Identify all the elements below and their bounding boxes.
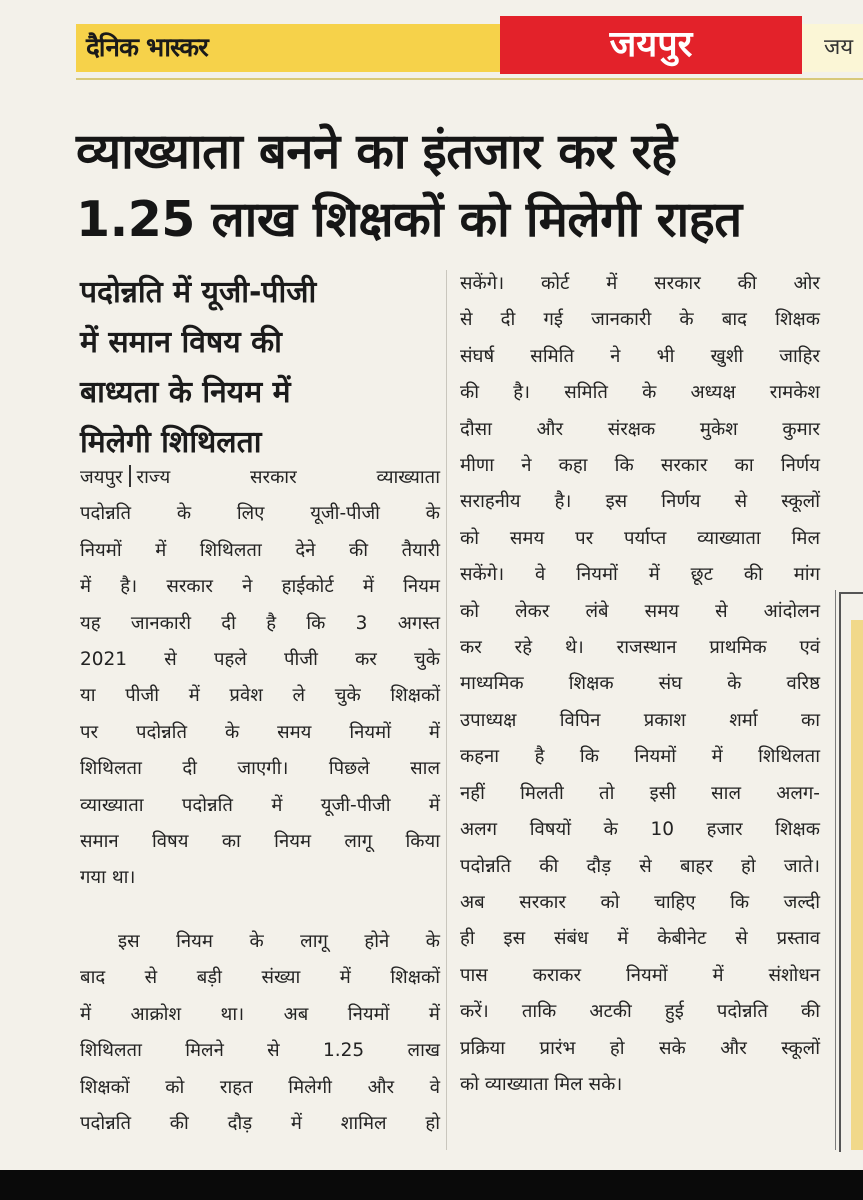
article-line: में आक्रोश था। अब नियमों में <box>80 1003 440 1025</box>
headline-line: 1.25 लाख शिक्षकों को मिलेगी राहत <box>76 191 742 248</box>
article-line: से दी गई जानकारी के बाद शिक्षक <box>460 309 820 331</box>
article-line-text: राज्य सरकार व्याख्याता <box>136 467 440 488</box>
article-line: को व्याख्याता मिल सके। <box>460 1073 623 1095</box>
column-right-rule <box>835 590 836 1150</box>
adjacent-article-highlight <box>851 620 863 1150</box>
article-line: यह जानकारी दी है कि 3 अगस्त <box>80 612 440 634</box>
article-line: शिक्षकों को राहत मिलेगी और वे <box>80 1076 440 1098</box>
subheading <box>80 268 435 468</box>
article-line: नियमों में शिथिलता देने की तैयारी <box>80 539 440 561</box>
article-line: प्रक्रिया प्रारंभ हो सके और स्कूलों <box>460 1037 820 1059</box>
headline <box>76 118 836 254</box>
article-line: की है। समिति के अध्यक्ष रामकेश <box>460 382 820 404</box>
article-line: कहना है कि नियमों में शिथिलता <box>460 746 820 768</box>
article-column-1-paragraph-2 <box>80 924 440 1142</box>
city-name: जयपुर <box>609 24 693 65</box>
article-line: या पीजी में प्रवेश ले चुके शिक्षकों <box>80 685 440 707</box>
article-line: नहीं मिलती तो इसी साल अलग- <box>460 782 820 804</box>
article-line: पर पदोन्नति के समय नियमों में <box>80 721 440 743</box>
screen-bottom-bar <box>0 1170 863 1200</box>
article-line: माध्यमिक शिक्षक संघ के वरिष्ठ <box>460 673 820 695</box>
article-line: अब सरकार को चाहिए कि जल्दी <box>460 891 820 913</box>
headline-line: व्याख्याता बनने का इंतजार कर रहे <box>76 123 677 180</box>
article-line: उपाध्यक्ष विपिन प्रकाश शर्मा का <box>460 709 820 731</box>
article-line: पदोन्नति की दौड़ से बाहर हो जाते। <box>460 855 820 877</box>
article-line: ही इस संबंध में केबीनेट से प्रस्ताव <box>460 928 820 950</box>
article-line: समान विषय का नियम लागू किया <box>80 831 440 853</box>
column-divider <box>446 270 447 1150</box>
article-line: पदोन्नति के लिए यूजी-पीजी के <box>80 503 440 525</box>
article-line: मीणा ने कहा कि सरकार का निर्णय <box>460 455 820 477</box>
article-column-1-paragraph-1 <box>80 460 440 897</box>
article-line: दौसा और संरक्षक मुकेश कुमार <box>460 418 820 440</box>
article-line: 2021 से पहले पीजी कर चुके <box>80 649 440 671</box>
article-line: शिथिलता दी जाएगी। पिछले साल <box>80 758 440 780</box>
article-line: सराहनीय है। इस निर्णय से स्कूलों <box>460 491 820 513</box>
subheading-line: मिलेगी शिथिलता <box>80 425 262 460</box>
article-line: व्याख्याता पदोन्नति में यूजी-पीजी में <box>80 794 440 816</box>
article-line <box>80 460 440 496</box>
article-line: में है। सरकार ने हाईकोर्ट में नियम <box>80 576 440 598</box>
subheading-line: में समान विषय की <box>80 325 282 360</box>
article-line: संघर्ष समिति ने भी खुशी जाहिर <box>460 345 820 367</box>
article-line: को समय पर पर्याप्त व्याख्याता मिल <box>460 527 820 549</box>
article-line: गया था। <box>80 867 136 889</box>
article-line: करें। ताकि अटकी हुई पदोन्नति की <box>460 1001 820 1023</box>
article-line: सकेंगे। वे नियमों में छूट की मांग <box>460 564 820 586</box>
dateline-separator <box>129 465 131 487</box>
article-line: बाद से बड़ी संख्या में शिक्षकों <box>80 967 440 989</box>
masthead-rule <box>76 78 863 80</box>
article-line: शिथिलता मिलने से 1.25 लाख <box>80 1040 440 1062</box>
article-line: पास कराकर नियमों में संशोधन <box>460 964 820 986</box>
article-line: पदोन्नति की दौड़ में शामिल हो <box>80 1113 440 1135</box>
edition-label-fragment: जय <box>824 35 854 60</box>
article-column-2 <box>460 266 820 1103</box>
article-line: अलग विषयों के 10 हजार शिक्षक <box>460 819 820 841</box>
article-line: को लेकर लंबे समय से आंदोलन <box>460 600 820 622</box>
newspaper-brand: दैनिक भास्कर <box>86 33 208 63</box>
article-line: इस नियम के लागू होने के <box>118 931 440 952</box>
dateline: जयपुर <box>80 467 123 488</box>
article-line: सकेंगे। कोर्ट में सरकार की ओर <box>460 273 820 294</box>
subheading-line: पदोन्नति में यूजी-पीजी <box>80 275 317 310</box>
masthead <box>0 14 863 89</box>
subheading-line: बाध्यता के नियम में <box>80 375 291 410</box>
article-line: कर रहे थे। राजस्थान प्राथमिक एवं <box>460 637 820 659</box>
